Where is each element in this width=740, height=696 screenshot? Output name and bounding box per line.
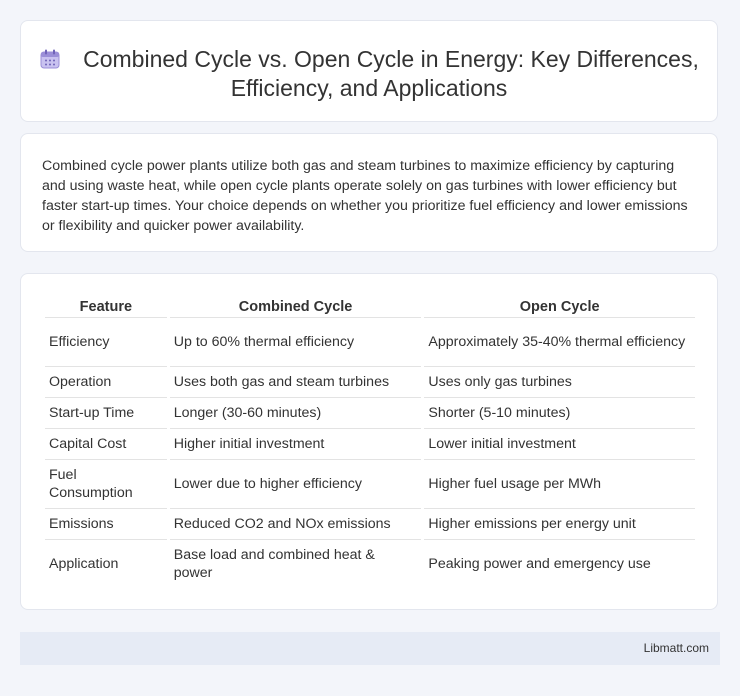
page-title-wrap xyxy=(21,45,717,103)
header-open-cycle: Open Cycle xyxy=(424,297,695,318)
table-header-row xyxy=(45,297,695,318)
table-row xyxy=(45,367,695,398)
cell-feature: Fuel Consumption xyxy=(45,460,167,509)
table-row xyxy=(45,429,695,460)
intro-paragraph: Combined cycle power plants utilize both gas and steam turbines to maximize efficiency by capturing and using waste heat, while open cycle plants operate solely on gas turbines with lower efficiency but faster start-up times. Your choice depends on whether you prioritize fuel efficiency and lower emissions or flexibility and quicker power availability. xyxy=(42,158,688,234)
cell-combined: Base load and combined heat & power xyxy=(173,547,375,581)
cell-open: Shorter (5-10 minutes) xyxy=(424,398,695,429)
footer-bar xyxy=(20,632,720,665)
comparison-card xyxy=(20,273,718,610)
cell-feature: Emissions xyxy=(45,509,167,540)
cell-open: Uses only gas turbines xyxy=(424,367,695,398)
cell-open: Higher fuel usage per MWh xyxy=(424,460,695,509)
footer-site-link[interactable]: Libmatt.com xyxy=(643,641,709,655)
cell-open: Higher emissions per energy unit xyxy=(424,509,695,540)
table-row xyxy=(45,509,695,540)
cell-feature: Capital Cost xyxy=(45,429,167,460)
cell-open: Lower initial investment xyxy=(424,429,695,460)
table-row xyxy=(45,540,695,588)
cell-feature: Application xyxy=(49,556,119,572)
title-card xyxy=(20,20,718,122)
cell-feature: Efficiency xyxy=(45,318,167,367)
table-row xyxy=(45,398,695,429)
page-title: Combined Cycle vs. Open Cycle in Energy: Key Differences, Efficiency, and Applications xyxy=(83,46,699,101)
cell-feature: Start-up Time xyxy=(45,398,167,429)
header-combined-cycle: Combined Cycle xyxy=(170,297,422,318)
cell-open: Peaking power and emergency use xyxy=(428,556,651,572)
cell-feature: Operation xyxy=(45,367,167,398)
cell-combined: Higher initial investment xyxy=(170,429,422,460)
cell-open: Approximately 35-40% thermal efficiency xyxy=(424,318,695,367)
header-feature: Feature xyxy=(45,297,167,318)
calendar-icon xyxy=(39,48,61,70)
comparison-table xyxy=(42,297,698,588)
cell-combined: Longer (30-60 minutes) xyxy=(170,398,422,429)
cell-combined: Lower due to higher efficiency xyxy=(170,460,422,509)
cell-combined: Up to 60% thermal efficiency xyxy=(170,318,422,367)
intro-card xyxy=(20,133,718,252)
table-row xyxy=(45,460,695,509)
table-row xyxy=(45,318,695,367)
cell-combined: Uses both gas and steam turbines xyxy=(170,367,422,398)
cell-combined: Reduced CO2 and NOx emissions xyxy=(170,509,422,540)
